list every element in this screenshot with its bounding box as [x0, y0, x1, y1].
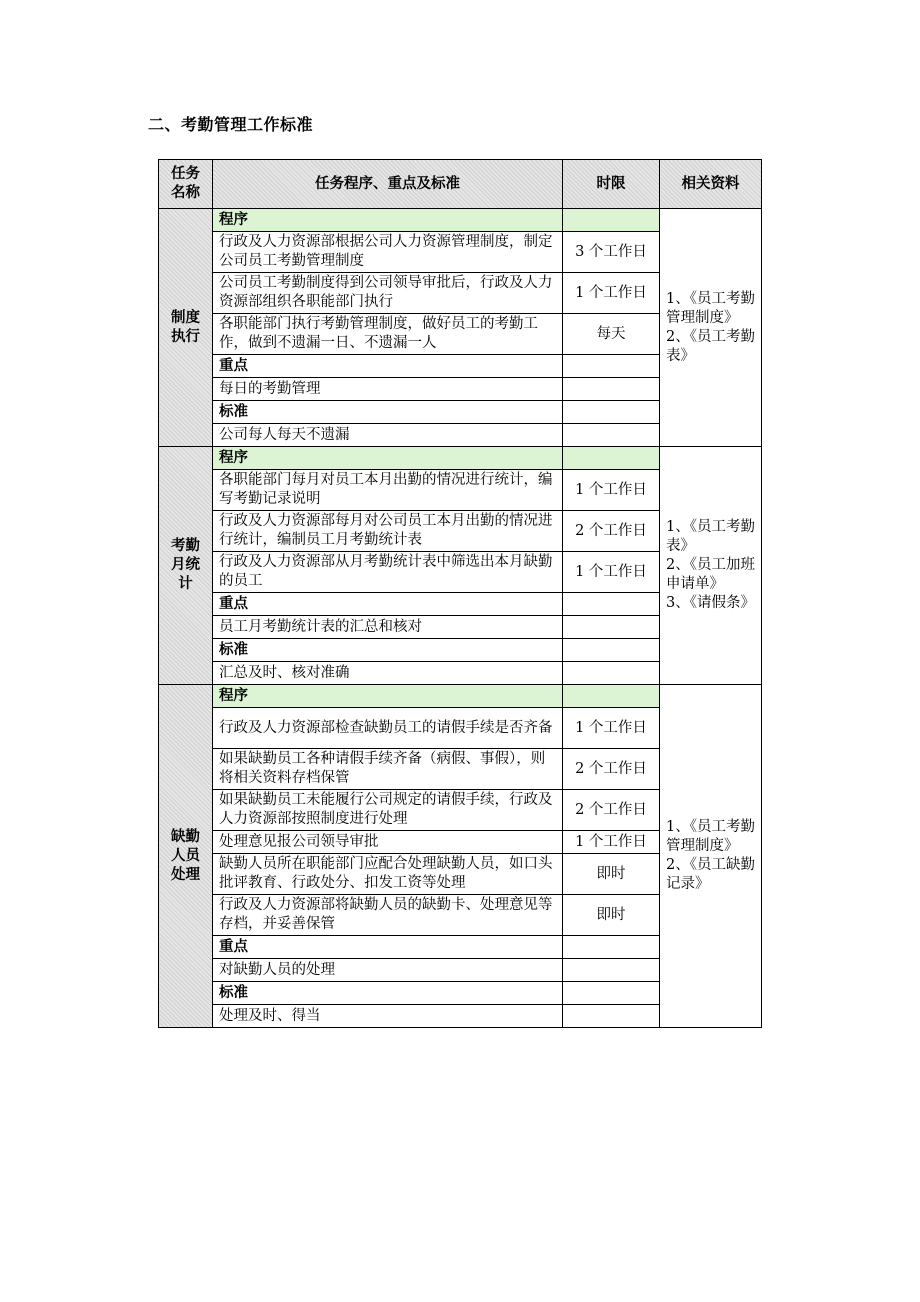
time-cell-empty: [563, 685, 660, 708]
resource-item: 2、《员工缺勤记录》: [666, 857, 755, 892]
time-cell-empty: [563, 1005, 660, 1028]
step-time-limit: 1 个工作日: [563, 273, 660, 314]
resource-item: 2、《员工加班申请单》: [666, 557, 755, 592]
time-cell-empty: [563, 378, 660, 401]
table-body: [159, 209, 762, 1028]
procedure-label: 程序: [213, 209, 563, 232]
procedure-label-row: [159, 685, 762, 708]
key-label: 重点: [213, 593, 563, 616]
procedure-label-row: [159, 209, 762, 232]
resources-cell: [660, 685, 762, 1028]
standard-text: 处理及时、得当: [213, 1005, 563, 1028]
step-time-limit: 即时: [563, 895, 660, 936]
time-cell-empty: [563, 616, 660, 639]
task-name: 缺勤 人员 处理: [171, 828, 200, 883]
time-cell-empty: [563, 424, 660, 447]
resource-item: 1、《员工考勤管理制度》: [666, 819, 755, 854]
standard-text: 公司每人每天不遗漏: [213, 424, 563, 447]
time-cell-empty: [563, 401, 660, 424]
step-text: 缺勤人员所在职能部门应配合处理缺勤人员，如口头批评教育、行政处分、扣发工资等处理: [213, 854, 563, 895]
resource-item: 1、《员工考勤表》: [666, 519, 755, 554]
procedure-label: 程序: [213, 447, 563, 470]
procedure-label: 程序: [213, 685, 563, 708]
step-time-limit: 3 个工作日: [563, 232, 660, 273]
resources-cell: [660, 447, 762, 685]
step-time-limit: 1 个工作日: [563, 831, 660, 854]
task-name: 制度 执行: [171, 309, 200, 345]
standard-label: 标准: [213, 982, 563, 1005]
step-time-limit: 1 个工作日: [563, 708, 660, 749]
time-cell-empty: [563, 959, 660, 982]
key-text: 每日的考勤管理: [213, 378, 563, 401]
key-text: 对缺勤人员的处理: [213, 959, 563, 982]
step-time-limit: 2 个工作日: [563, 749, 660, 790]
task-name-cell: [159, 209, 213, 447]
step-text: 行政及人力资源部每月对公司员工本月出勤的情况进行统计，编制员工月考勤统计表: [213, 511, 563, 552]
step-text: 处理意见报公司领导审批: [213, 831, 563, 854]
procedure-label-row: [159, 447, 762, 470]
resource-item: 3、《请假条》: [666, 595, 755, 611]
resource-item: 1、《员工考勤管理制度》: [666, 290, 755, 326]
time-cell-empty: [563, 209, 660, 232]
step-time-limit: 即时: [563, 854, 660, 895]
time-cell-empty: [563, 447, 660, 470]
step-time-limit: 2 个工作日: [563, 511, 660, 552]
time-cell-empty: [563, 593, 660, 616]
standard-label: 标准: [213, 401, 563, 424]
step-time-limit: 1 个工作日: [563, 470, 660, 511]
header-task-name: 任务 名称: [159, 160, 213, 209]
step-text: 公司员工考勤制度得到公司领导审批后，行政及人力资源部组织各职能部门执行: [213, 273, 563, 314]
standard-text: 汇总及时、核对准确: [213, 662, 563, 685]
step-time-limit: 2 个工作日: [563, 790, 660, 831]
step-text: 如果缺勤员工各种请假手续齐备（病假、事假），则将相关资料存档保管: [213, 749, 563, 790]
step-text: 各职能部门每月对员工本月出勤的情况进行统计，编写考勤记录说明: [213, 470, 563, 511]
header-resources: 相关资料: [660, 160, 762, 209]
step-text: 各职能部门执行考勤管理制度，做好员工的考勤工作，做到不遗漏一日、不遗漏一人: [213, 314, 563, 355]
task-name-cell: [159, 685, 213, 1028]
resource-item: 2、《员工考勤表》: [666, 328, 755, 364]
header-time-limit: 时限: [563, 160, 660, 209]
time-cell-empty: [563, 662, 660, 685]
resources-cell: [660, 209, 762, 447]
attendance-standards-table: [158, 159, 762, 1028]
time-cell-empty: [563, 982, 660, 1005]
task-name: 考勤 月统 计: [171, 538, 200, 592]
time-cell-empty: [563, 639, 660, 662]
step-time-limit: 1 个工作日: [563, 552, 660, 593]
step-text: 行政及人力资源部将缺勤人员的缺勤卡、处理意见等存档，并妥善保管: [213, 895, 563, 936]
section-title: 二、考勤管理工作标准: [148, 115, 314, 134]
task-name-cell: [159, 447, 213, 685]
step-time-limit: 每天: [563, 314, 660, 355]
time-cell-empty: [563, 936, 660, 959]
table-header-row: [159, 160, 762, 209]
key-label: 重点: [213, 936, 563, 959]
time-cell-empty: [563, 355, 660, 378]
key-label: 重点: [213, 355, 563, 378]
step-text: 行政及人力资源部根据公司人力资源管理制度，制定公司员工考勤管理制度: [213, 232, 563, 273]
step-text: 行政及人力资源部从月考勤统计表中筛选出本月缺勤的员工: [213, 552, 563, 593]
header-procedure: 任务程序、重点及标准: [213, 160, 563, 209]
key-text: 员工月考勤统计表的汇总和核对: [213, 616, 563, 639]
step-text: 行政及人力资源部检查缺勤员工的请假手续是否齐备: [213, 708, 563, 749]
step-text: 如果缺勤员工未能履行公司规定的请假手续，行政及人力资源部按照制度进行处理: [213, 790, 563, 831]
standard-label: 标准: [213, 639, 563, 662]
